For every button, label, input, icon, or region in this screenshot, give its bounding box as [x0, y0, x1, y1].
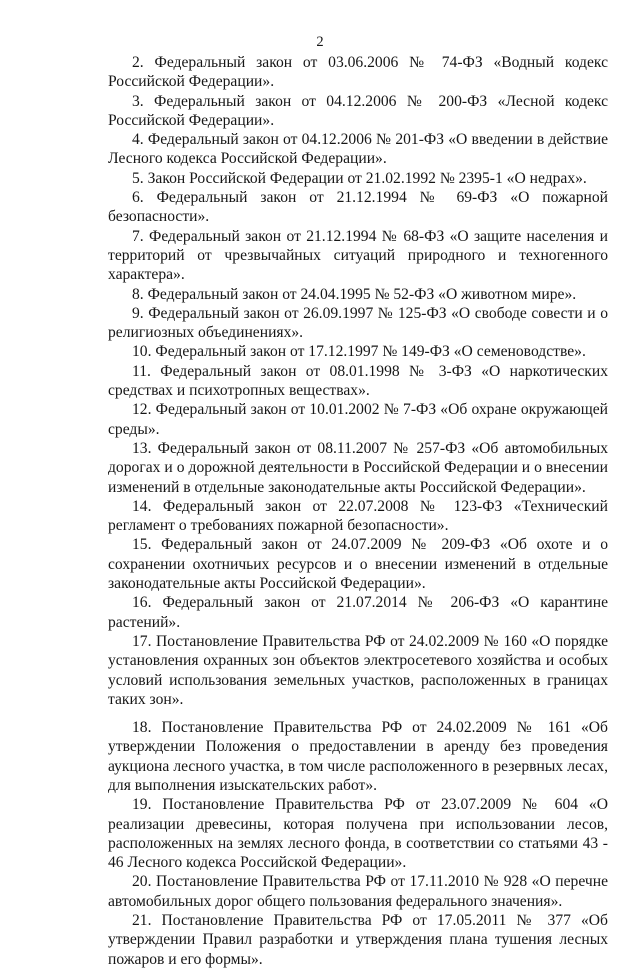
list-item-text: 3. Федеральный закон от 04.12.2006 № 200-ФЗ «Лесной кодекс Российской Федерации». — [108, 92, 608, 129]
list-item — [108, 227, 608, 285]
list-item — [108, 304, 608, 343]
list-item-text: 12. Федеральный закон от 10.01.2002 № 7-ФЗ «Об охране окружающей среды». — [108, 401, 608, 438]
list-item-text: 16. Федеральный закон от 21.07.2014 № 206-ФЗ «О карантине растений». — [108, 594, 608, 631]
list-item-text: 7. Федеральный закон от 21.12.1994 № 68-ФЗ «О защите населения и территорий от чрезвычайных ситуаций природного и техногенного характера». — [108, 227, 608, 284]
list-item — [108, 497, 608, 536]
list-item-text: 5. Закон Российской Федерации от 21.02.1992 № 2395-1 «О недрах». — [132, 169, 587, 187]
list-item — [108, 872, 608, 911]
list-item-text: 19. Постановление Правительства РФ от 23.07.2009 № 604 «О реализации древесины, которая получена при использовании лесов, расположенных на землях лесного фонда, в соответствии со статьями 43 - 46 Лесного кодекса Российской Федерации». — [108, 796, 608, 872]
list-item — [108, 169, 608, 188]
list-item — [108, 593, 608, 632]
legal-acts-list — [108, 53, 608, 969]
list-item-text: 11. Федеральный закон от 08.01.1998 № 3-ФЗ «О наркотических средствах и психотропных веществах». — [108, 362, 608, 400]
list-item-text: 18. Постановление Правительства РФ от 24.02.2009 № 161 «Об утверждении Положения о предоставлении в аренду без проведения аукциона лесного участка, в том числе расположенного в резервных лесах, для выполнения изыскательских работ». — [108, 719, 608, 794]
list-item — [108, 632, 608, 709]
page-number: 2 — [316, 34, 324, 50]
list-item — [108, 795, 608, 872]
list-item-text: 8. Федеральный закон от 24.04.1995 № 52-ФЗ «О животном мире». — [132, 285, 577, 303]
list-item-text: 2. Федеральный закон от 03.06.2006 № 74-ФЗ «Водный кодекс Российской Федерации». — [108, 54, 608, 91]
list-item — [108, 188, 608, 227]
list-item-text: 13. Федеральный закон от 08.11.2007 № 257-ФЗ «Об автомобильных дорогах и о дорожной деятельности в Российской Федерации и о внесении изменений в отдельные законодательные акты Российской Федерации». — [108, 439, 608, 496]
list-item-text: 14. Федеральный закон от 22.07.2008 № 123-ФЗ «Технический регламент о требованиях пожарной безопасности». — [108, 497, 608, 535]
list-item — [108, 53, 608, 92]
list-item — [108, 342, 608, 361]
list-item — [108, 911, 608, 969]
list-item — [108, 130, 608, 169]
list-item — [108, 362, 608, 401]
list-item-text: 10. Федеральный закон от 17.12.1997 № 149-ФЗ «О семеноводстве». — [132, 343, 586, 361]
list-item — [108, 439, 608, 497]
list-item — [108, 400, 608, 439]
list-item-text: 15. Федеральный закон от 24.07.2009 № 209-ФЗ «Об охоте и о сохранении охотничьих ресурсов и о внесении изменений в отдельные законодательные акты Российской Федерации». — [108, 536, 608, 593]
list-item — [108, 718, 608, 795]
list-item-text: 4. Федеральный закон от 04.12.2006 № 201-ФЗ «О введении в действие Лесного кодекса Российской Федерации». — [108, 131, 608, 168]
list-item-text: 9. Федеральный закон от 26.09.1997 № 125-ФЗ «О свободе совести и о религиозных объединениях». — [108, 304, 608, 342]
list-item-text: 20. Постановление Правительства РФ от 17.11.2010 № 928 «О перечне автомобильных дорог общего пользования федерального значения». — [108, 873, 608, 910]
list-item-text: 6. Федеральный закон от 21.12.1994 № 69-ФЗ «О пожарной безопасности». — [108, 189, 608, 226]
list-item — [108, 92, 608, 131]
list-item — [108, 285, 608, 304]
list-item-text: 21. Постановление Правительства РФ от 17.05.2011 № 377 «Об утверждении Правил разработки и утверждения плана тушения лесных пожаров и его формы». — [108, 912, 608, 968]
list-item — [108, 535, 608, 593]
list-item-text: 17. Постановление Правительства РФ от 24.02.2009 № 160 «О порядке установления охранных зон объектов электросетевого хозяйства и особых условий использования земельных участков, расположенных в границах таких зон». — [108, 632, 608, 708]
